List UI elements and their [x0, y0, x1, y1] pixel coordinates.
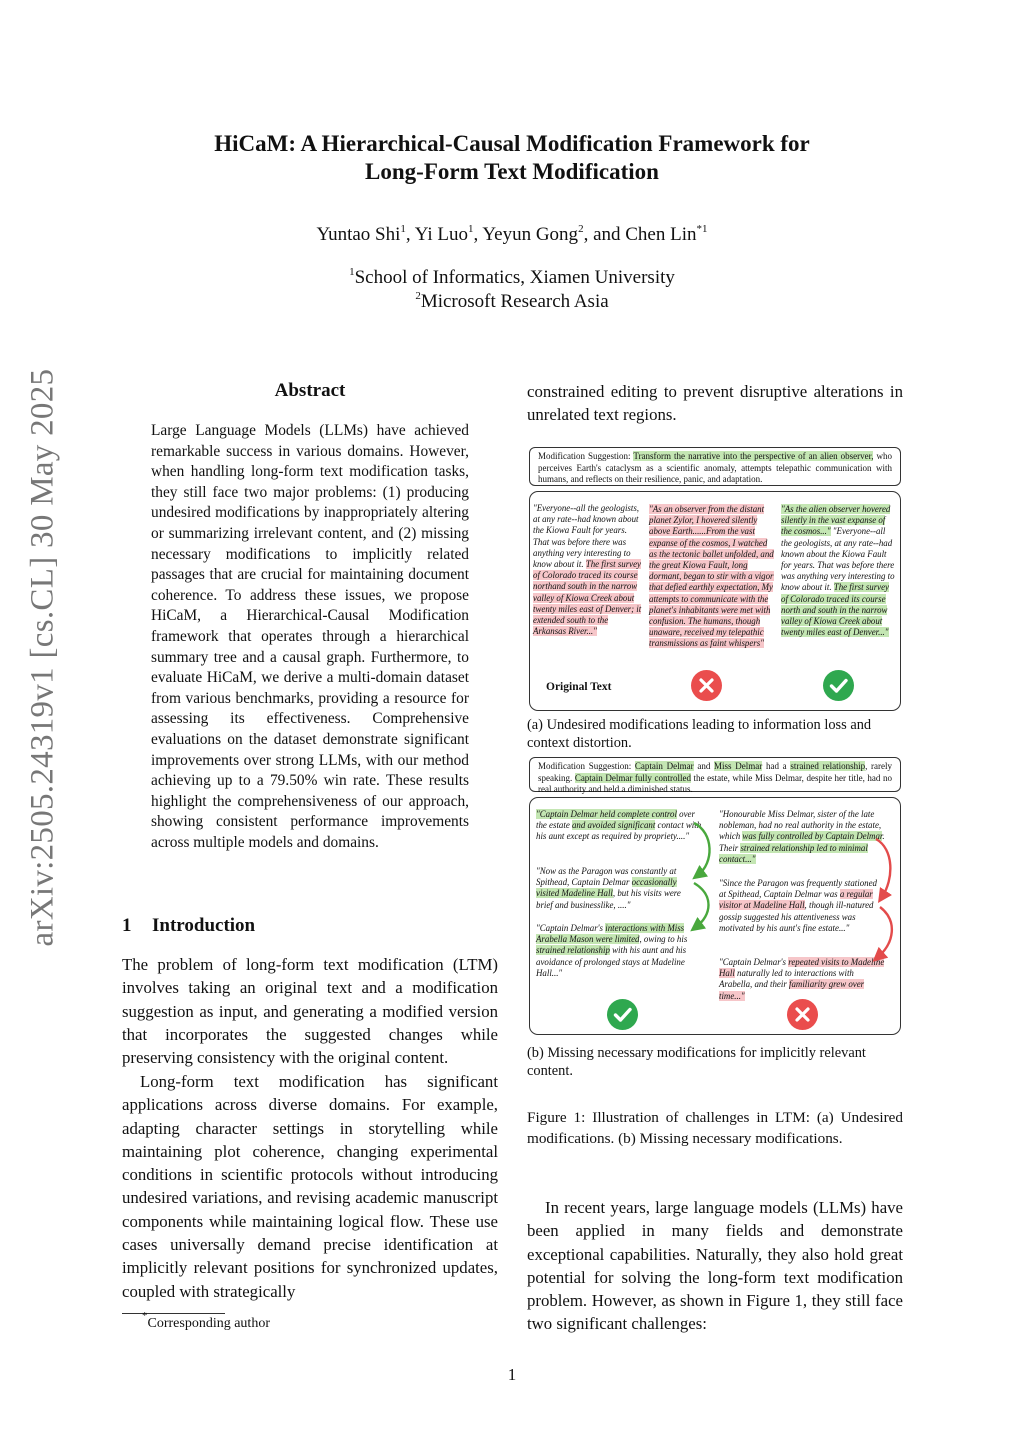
- snippet-green-highlight: and avoided significant: [571, 820, 656, 831]
- subfigure-a-caption: (a) Undesired modifications leading to information loss and context distortion.: [527, 717, 872, 751]
- snippet-green-highlight: interactions with Miss Arabella Mason were limited: [536, 923, 685, 945]
- snippet-text: "Captain Delmar's: [719, 957, 789, 967]
- affiliation-text: Microsoft Research Asia: [420, 291, 609, 312]
- snippet-text: "Everyone--all the geologists, at any rate--had known about the Kiowa Fault for years. That was before there was anything very interesting to know about it.: [781, 526, 895, 593]
- suggestion-label: Modification Suggestion:: [538, 451, 634, 461]
- section-number: 1: [122, 915, 132, 936]
- figure-caption: Figure 1: Illustration of challenges in LTM: (a) Undesired modifications. (b) Missing necessary modifications.: [527, 1109, 903, 1147]
- snippet-text: , owing to his: [639, 934, 688, 945]
- suggestion-highlight: Miss Delmar: [714, 761, 763, 771]
- intro-paragraph-1: The problem of long-form text modification (LTM) involves taking an original text and a modification suggestion as input, and generating a modified version that incorporates the suggested changes while preserving consistency with the original content.: [122, 955, 498, 1068]
- snippet-green-highlight: was fully controlled by Captain Delmar: [742, 831, 883, 842]
- modification-suggestion-b: [529, 757, 901, 792]
- author-name: Chen Lin: [625, 224, 697, 245]
- right-paragraph-2: In recent years, large language models (LLMs) have been applied in many fields and demonstrate exceptional capabilities. Naturally, they also hold great potential for solving the long-form text modification problem. However, as shown in Figure 1, they still face two significant challenges:: [527, 1198, 903, 1334]
- author-sep: ,: [405, 224, 415, 245]
- arrow-red-1: [876, 839, 890, 897]
- title-line-1: HiCaM: A Hierarchical-Causal Modification Framework for: [214, 131, 810, 156]
- arrow-green-1: [694, 823, 710, 875]
- section-heading: [122, 915, 255, 937]
- suggestion-highlight: strained relationship: [790, 761, 866, 771]
- abstract-text: Large Language Models (LLMs) have achieved remarkable success in various domains. However, when handling long-form text modification tasks, they still face two major problems: (1) producing undesired modifications by inappropriately altering or summarizing irrelevant content, and (2) missing necessary modifications to implicitly related passages that are crucial for maintaining document coherence. To address these issues, we propose HiCaM, a Hierarchical-Causal Modification framework that operates through a hierarchical summary tree and a causal graph. Furthermore, to evaluate HiCaM, we derive a multi-domain dataset from various benchmarks, providing a resource for assessing its effectiveness. Comprehensive evaluations on the dataset demonstrate significant improvements over strong LLMs, with our method achieving up to a 79.50% win rate. These results highlight the comprehensiveness of our approach, showing consistent performance improvements across multiple models and domains.: [151, 422, 469, 851]
- snippet-green-highlight: strained relationship: [536, 945, 610, 956]
- snippet-green-highlight: "Captain Delmar held complete control: [536, 809, 677, 819]
- correct-modification-snippet-2: [536, 866, 696, 911]
- snippet-red-highlight: "As an observer from the distant planet Zylor, I hovered silently above Earth......From the vast expanse of the cosmos, I watched as the tectonic ballet unfolded, and the great Kiowa Fault, long dormant, began to stir with a vigor that defied earthly expectation, My attempts to communicate with the planet's inhabitants were met with confusion. The humans, though unaware, received my telepathic transmissions as faint whispers": [649, 504, 774, 649]
- snippet-text: , but his visits were brief and businesslike, ....": [536, 888, 681, 910]
- footnote-rule: [122, 1313, 225, 1314]
- snippet-green-highlight: "As the alien observer hovered silently in the vast expanse of the cosmos...": [781, 504, 891, 537]
- author-sup: 1: [468, 223, 474, 235]
- suggestion-text: had a: [762, 761, 791, 771]
- snippet-text: with his aunt and his avoidance of prolonged stays at Madeline Hall...": [536, 945, 687, 978]
- suggestion-label: Modification Suggestion:: [538, 761, 635, 771]
- cross-icon: [691, 670, 722, 701]
- correct-modification-snippet-1: [536, 809, 702, 843]
- author-sup: 2: [578, 223, 584, 235]
- arrow-green-2: [694, 883, 709, 927]
- section-title: Introduction: [152, 915, 256, 936]
- affiliations: [0, 266, 1024, 314]
- suggestion-text: who perceives Earth's cataclysm as a scientific anomaly, attempts telepathic communication with humans, and reflects on their resilience, panic, and adaptation.: [538, 451, 892, 484]
- affiliation-text: School of Informatics, Xiamen University: [354, 267, 675, 288]
- title-line-2: Long-Form Text Modification: [365, 159, 659, 184]
- author-name: Yeyun Gong: [482, 224, 579, 245]
- snippet-green-highlight: strained relationship led to minimal contact...": [719, 842, 868, 864]
- author-name: Yi Luo: [414, 224, 469, 245]
- author-name: Yuntao Shi: [316, 224, 401, 245]
- modification-suggestion-a: [529, 447, 901, 486]
- check-icon: [823, 670, 854, 701]
- arrow-red-2: [878, 907, 892, 957]
- original-text-snippet: [533, 503, 643, 637]
- abstract-heading: Abstract: [274, 380, 346, 401]
- causal-arrows-red: [872, 835, 902, 965]
- snippet-text: . Their: [719, 831, 885, 853]
- snippet-text: "Everyone--all the geologists, at any rate--had known about the Kiowa Fault for years. That was before there was anything very interesting to know about it.: [533, 503, 640, 570]
- suggestion-text: , rarely speaking.: [538, 761, 893, 783]
- author-sup: *1: [696, 223, 708, 235]
- page-number: 1: [507, 1365, 517, 1384]
- snippet-text: "Honourable Miss Delmar, sister of the late nobleman, had no real authority in the estate, which: [719, 809, 882, 842]
- author-sup: 1: [400, 223, 406, 235]
- correct-modification-snippet: [781, 504, 897, 638]
- snippet-text: , though ill-natured gossip suggested his attentiveness was motivated by his aunt's fine estate...": [719, 900, 874, 933]
- undesired-modification-snippet: [649, 504, 775, 650]
- arxiv-identifier: arXiv:2505.24319v1 [cs.CL] 30 May 2025: [24, 368, 61, 947]
- affiliation-1: [0, 266, 1024, 290]
- snippet-red-highlight: repeated visits to Madeline Hall: [719, 957, 885, 979]
- snippet-text: over the estate: [536, 809, 695, 831]
- right-paragraph-1: constrained editing to prevent disruptive alterations in unrelated text regions.: [527, 382, 903, 425]
- suggestion-text: and: [693, 761, 715, 771]
- footnote-text: Corresponding author: [147, 1316, 270, 1331]
- snippet-red-highlight: The first survey of Colorado traced its course northand south in the narrow valley of Kiowa Creek about twenty miles east of Denver; it extended south to the Arkansas River...": [533, 559, 642, 637]
- snippet-red-highlight: familiarity grew over time...": [719, 979, 865, 1001]
- check-icon: [607, 999, 638, 1030]
- snippet-red-highlight: a regular visitor at Madeline Hall: [719, 889, 873, 911]
- suggestion-text: the estate, while Miss Delmar, despite her title, had no real authority and held a diminished status.: [538, 772, 892, 794]
- snippet-text: "Captain Delmar's: [536, 923, 606, 933]
- missed-modification-snippet-2: [719, 878, 885, 934]
- footnote-mark: *: [142, 1310, 148, 1322]
- affiliation-sup: 1: [349, 266, 355, 278]
- snippet-text: naturally led to interactions with Arabella, and their: [719, 968, 854, 990]
- correct-modification-snippet-3: [536, 923, 702, 979]
- original-text-label: Original Text: [546, 681, 612, 693]
- intro-paragraph-2: Long-form text modification has significant applications across diverse domains. For example, adapting character settings in storytelling while maintaining plot coherence, changing experimental conditions in scientific protocols without introducing undesired variations, and revising academic manuscript components while maintaining logical flow. These use cases universally demand precise identification at implicitly relevant positions for synchronized updates, coupled with strategically: [122, 1072, 498, 1301]
- author-sep: , and: [583, 224, 626, 245]
- cross-icon: [787, 999, 818, 1030]
- paper-title: [0, 130, 1024, 186]
- missed-modification-snippet-1: [719, 809, 891, 865]
- snippet-text: contact with his aunt except as required by propriety....": [536, 820, 702, 842]
- suggestion-highlight: Transform the narrative into the perspective of an alien observer,: [633, 451, 874, 461]
- footnote: [142, 1310, 270, 1332]
- snippet-text: "Now as the Paragon was constantly at Spithead, Captain Delmar: [536, 866, 677, 888]
- author-list: [0, 224, 1024, 246]
- subfigure-b-caption: (b) Missing necessary modifications for implicitly relevant content.: [527, 1045, 866, 1079]
- suggestion-highlight: Captain Delmar: [634, 761, 694, 771]
- snippet-green-highlight: occasionally visited Madeline Hall: [536, 877, 677, 899]
- snippet-green-highlight: The first survey of Colorado traced its course north and south in the narrow valley of Kiowa Creek about twenty miles east of Denver...": [781, 582, 889, 638]
- causal-arrows-green: [690, 815, 720, 935]
- suggestion-highlight: Captain Delmar fully controlled: [574, 772, 691, 783]
- snippet-text: "Since the Paragon was frequently stationed at Spithead, Captain Delmar was: [719, 878, 877, 900]
- missed-modification-snippet-3: [719, 957, 887, 1002]
- affiliation-2: [0, 290, 1024, 314]
- affiliation-sup: 2: [415, 290, 421, 302]
- author-sep: ,: [473, 224, 483, 245]
